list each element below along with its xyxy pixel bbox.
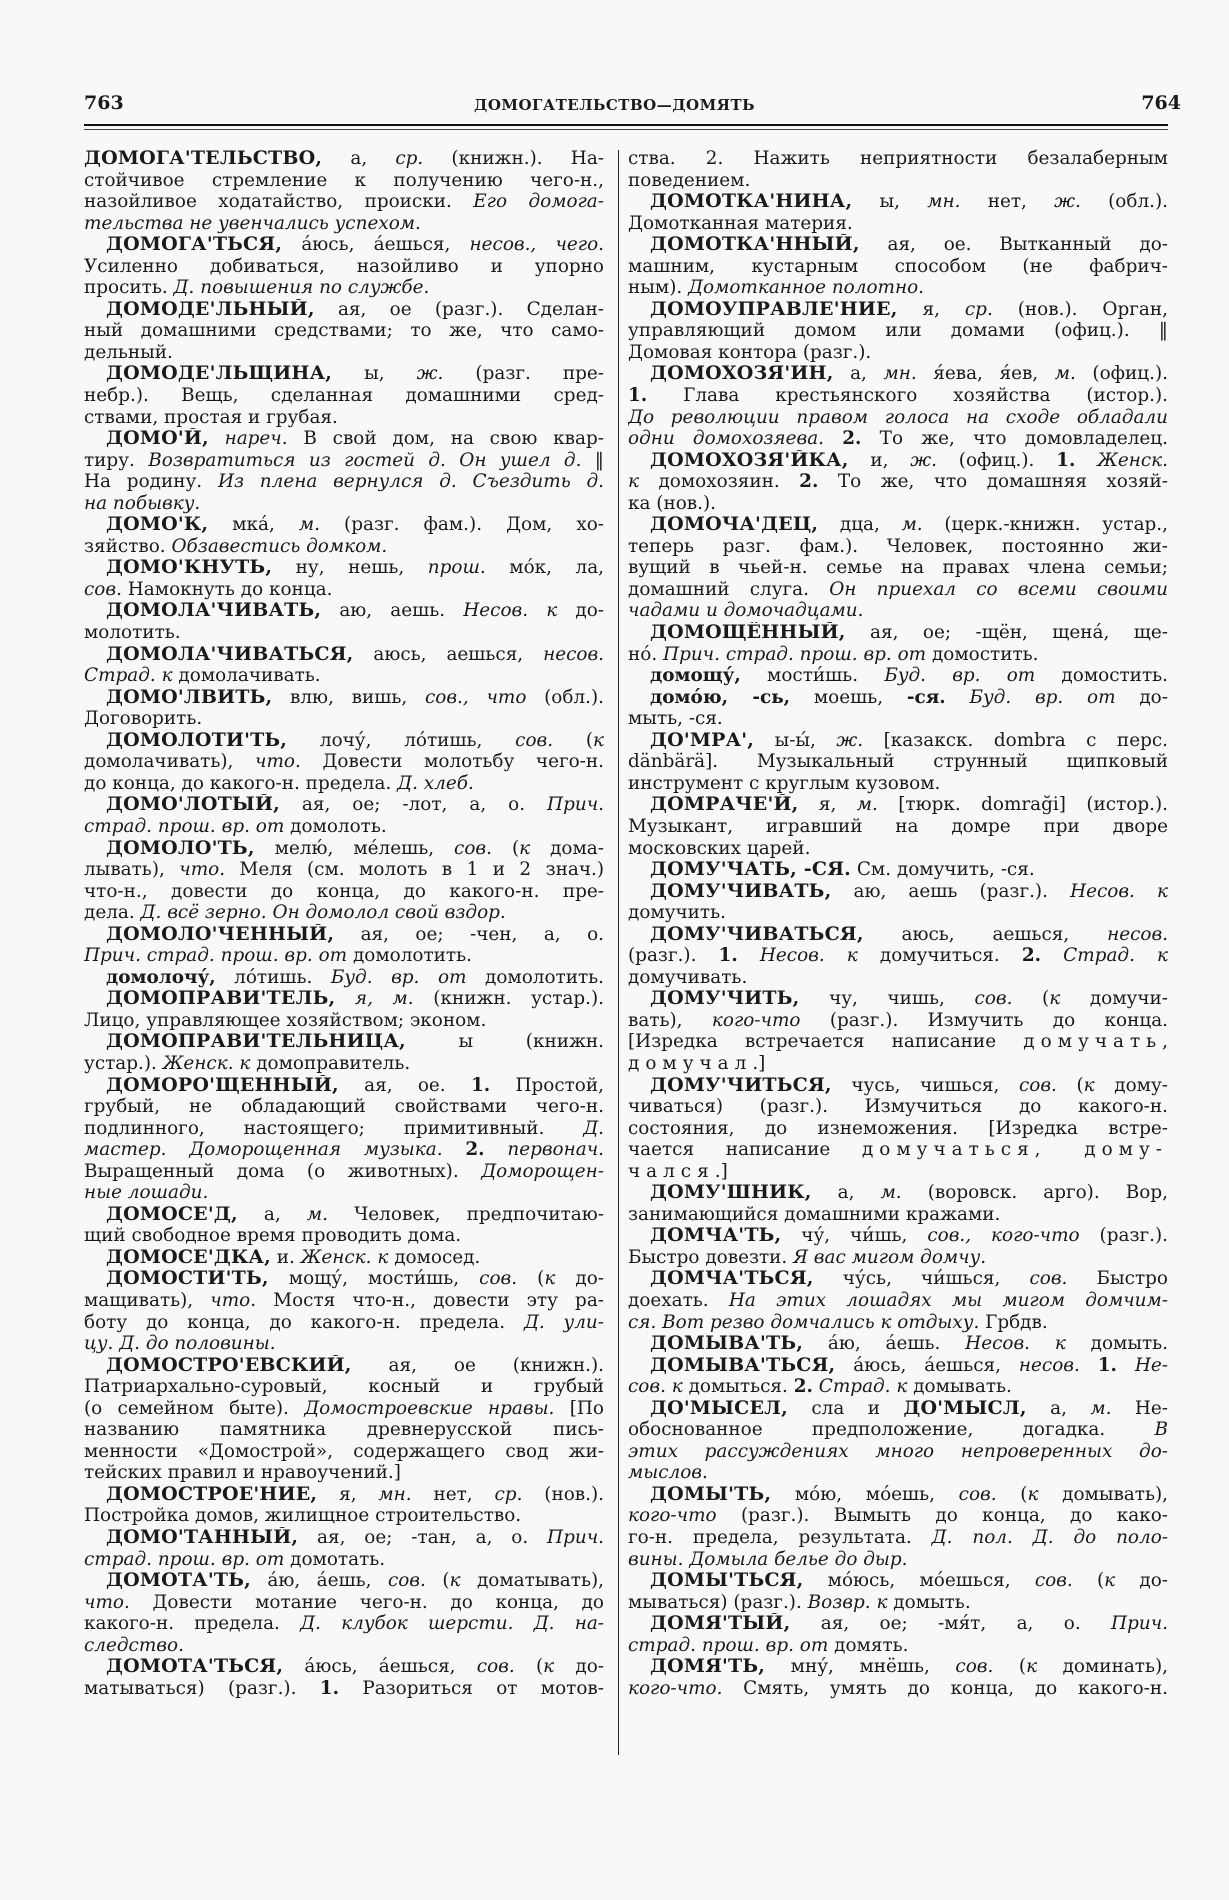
dictionary-line: этих рассуждениях много непроверенных до- xyxy=(628,1440,1168,1462)
headword: ДОМОТА'ТЬ, xyxy=(106,1570,251,1592)
dictionary-line: ДОМОТА'ТЬСЯ, а́юсь, а́ешься, сов. (к до- xyxy=(106,1656,604,1678)
dictionary-line: просить. Д. повышения по службе. xyxy=(84,277,430,299)
dictionary-line: состояния, до изнеможения. [Изредка встре- xyxy=(628,1117,1168,1139)
headword: ДОМОТА'ТЬСЯ, xyxy=(106,1656,284,1678)
page-header xyxy=(0,92,1229,122)
dictionary-line: ДОМЫ'ТЬСЯ, мо́юсь, мо́ешься, сов. (к до- xyxy=(650,1570,1168,1592)
dictionary-line: ДОМОЛА'ЧИВАТЬСЯ, аюсь, аешься, несов. xyxy=(106,643,604,665)
headword: ДОМРАЧЕ'Й, xyxy=(650,794,799,816)
dictionary-line: чиваться) (разг.). Измучиться до какого-н. xyxy=(628,1096,1168,1118)
dictionary-line: до конца, до какого-н. предела. Д. хлеб. xyxy=(84,772,474,794)
dictionary-line: названию памятника древнерусской пись- xyxy=(84,1419,604,1441)
dictionary-line: поведением. xyxy=(628,169,751,191)
dictionary-line: лывать), что. Меля (см. молоть в 1 и 2 знач.) xyxy=(84,859,604,881)
dictionary-line: ДОМОЛО'ЧЕННЫЙ, ая, ое; -чен, а, о. xyxy=(106,923,604,945)
dictionary-line: стойчивое стремление к получению чего-н., xyxy=(84,169,604,191)
headword: ДОМОЩЁННЫЙ, xyxy=(650,622,846,644)
dictionary-line: ствами, простая и грубая. xyxy=(84,406,338,428)
dictionary-line: ДОМОСЕ'Д, а, м. Человек, предпочитаю- xyxy=(106,1203,604,1225)
headword: ДОМЯ'ТЫЙ, xyxy=(650,1613,791,1635)
dictionary-line: ДОМО'ЛВИТЬ, влю, вишь, сов., что (обл.). xyxy=(106,686,604,708)
headword: ДОМОСЕ'ДКА, xyxy=(106,1246,271,1268)
dictionary-line: ДОМОЧА'ДЕЦ, дца, м. (церк.-книжн. устар., xyxy=(650,514,1168,536)
headword: ДОМОДЕ'ЛЬНЫЙ, xyxy=(106,298,315,320)
dictionary-line: машним, кустарным способом (не фабрич- xyxy=(628,255,1168,277)
dictionary-line: инструмент с круглым кузовом. xyxy=(628,772,941,794)
headword: ДОМОРО'ЩЕННЫЙ, xyxy=(106,1074,339,1096)
headword: ДОМО'Й, xyxy=(106,428,209,450)
dictionary-line: Быстро довезти. Я вас мигом домчу. xyxy=(628,1246,987,1268)
dictionary-line: зяйство. Обзавестись домком. xyxy=(84,535,388,557)
dictionary-line: теперь разг. фам.). Человек, постоянно жи- xyxy=(628,535,1168,557)
dictionary-line: мыслов. xyxy=(628,1462,708,1484)
dictionary-line: ДОМОДЕ'ЛЬЩИНА, ы, ж. (разг. пре- xyxy=(106,363,604,385)
headword: ДОМЫ'ТЬ, xyxy=(650,1483,772,1505)
dictionary-line: домучивать. xyxy=(628,966,748,988)
left-column xyxy=(84,148,604,1699)
dictionary-line: кого-что. Смять, умять до конца, до какого-н. xyxy=(628,1677,1168,1699)
dictionary-line: ДОМЧА'ТЬСЯ, чу́сь, чи́шься, сов. Быстро xyxy=(650,1268,1168,1290)
dictionary-line: До революции правом голоса на сходе обладали xyxy=(628,406,1168,428)
dictionary-line: Выращенный дома (о животных). Доморощен- xyxy=(84,1160,604,1182)
dictionary-line: дельный. xyxy=(84,341,173,363)
headword: ДОМУ'ЧИВАТЬ, xyxy=(650,880,832,902)
headword: ДОМУ'ШНИК, xyxy=(650,1182,812,1204)
dictionary-line: домучить. xyxy=(628,902,726,924)
headword: ДОМОХОЗЯ'ИН, xyxy=(650,363,834,385)
dictionary-line: ный домашними средствами; то же, что само- xyxy=(84,320,604,342)
dictionary-line: обоснованное предположение, догадка. В xyxy=(628,1419,1168,1441)
headword: ДО'МРА', xyxy=(650,729,755,751)
headword: ДОМОГА'ТЬСЯ, xyxy=(106,234,283,256)
dictionary-line: ДОМУ'ЧАТЬ, -СЯ. См. домучить, -ся. xyxy=(650,859,1035,881)
headword: ДОМО'КНУТЬ, xyxy=(106,557,273,579)
dictionary-line: щий свободное время проводить дома. xyxy=(84,1225,462,1247)
dictionary-line: ДОМЧА'ТЬ, чу́, чи́шь, сов., кого-что (разг.). xyxy=(650,1225,1168,1247)
headword: ДОМОХОЗЯ'ЙКА, xyxy=(650,449,849,471)
headword: ДОМУ'ЧАТЬ, -СЯ. xyxy=(650,859,851,881)
dictionary-line: ДОМОПРАВИ'ТЕЛЬ, я, м. (книжн. устар.). xyxy=(106,988,604,1010)
dictionary-line: назойливое ходатайство, происки. Его домога- xyxy=(84,191,604,213)
dictionary-line: домолочу́, ло́тишь. Буд. вр. от домолотить. xyxy=(106,966,604,988)
dictionary-line: доехать. На этих лошадях мы мигом домчим- xyxy=(628,1289,1168,1311)
dictionary-line: мываться) (разг.). Возвр. к домыть. xyxy=(628,1591,971,1613)
dictionary-line: ДОМО'КНУТЬ, ну, нешь, прош. мо́к, ла, xyxy=(106,557,604,579)
dictionary-line: ДОМОТА'ТЬ, а́ю, а́ешь, сов. (к доматывать), xyxy=(106,1570,604,1592)
dictionary-line: ДОМОХОЗЯ'ИН, а, мн. я́ева, я́ев, м. (офиц.). xyxy=(650,363,1168,385)
dictionary-line: тельства не увенчались успехом. xyxy=(84,212,421,234)
dictionary-line: тиру. Возвратиться из гостей д. Он ушел д. ‖ xyxy=(84,449,604,471)
dictionary-line: московских царей. xyxy=(628,837,811,859)
dictionary-line: ся. Вот резво домчались к отдыху. Грбдв. xyxy=(628,1311,1048,1333)
headword: ДОМО'К, xyxy=(106,514,209,536)
dictionary-line: ДО'МЫСЕЛ, сла и ДО'МЫСЛ, а, м. Не- xyxy=(650,1397,1168,1419)
dictionary-line: ДОМОТКА'ННЫЙ, ая, ое. Вытканный до- xyxy=(650,234,1168,256)
dictionary-line: ДОМЫВА'ТЬ, а́ю, а́ешь. Несов. к домыть. xyxy=(650,1333,1168,1355)
headword: ДОМОСТИ'ТЬ, xyxy=(106,1268,269,1290)
dictionary-line: домашний слуга. Он приехал со всеми своими xyxy=(628,578,1168,600)
dictionary-line: ДОМОХОЗЯ'ЙКА, и, ж. (офиц.). 1. Женск. xyxy=(650,449,1168,471)
dictionary-line: (разг.). 1. Несов. к домучиться. 2. Страд. к xyxy=(628,945,1168,967)
dictionary-line: мастер. Доморощенная музыка. 2. первонач. xyxy=(84,1139,604,1161)
dictionary-line: подлинного, настоящего; примитивный. Д. xyxy=(84,1117,604,1139)
dictionary-line: Постройка домов, жилищное строительство. xyxy=(84,1505,522,1527)
column-divider xyxy=(618,150,619,1755)
dictionary-line: чадами и домочадцами. xyxy=(628,600,864,622)
headword: ДОМОГА'ТЕЛЬСТВО, xyxy=(84,148,323,169)
dictionary-line: вущий в чьей-н. семье на правах члена семьи; xyxy=(628,557,1168,579)
dictionary-line: вать), кого-что (разг.). Измучить до конца. xyxy=(628,1009,1168,1031)
header-rule xyxy=(84,124,1168,130)
dictionary-line: ДОМОСТРО'ЕВСКИЙ, ая, ое (книжн.). xyxy=(106,1354,604,1376)
dictionary-line: следство. xyxy=(84,1634,184,1656)
headword: ДОМОЛОТИ'ТЬ, xyxy=(106,729,288,751)
dictionary-line: мыть, -ся. xyxy=(628,708,723,730)
dictionary-line: ДОМО'ТАННЫЙ, ая, ое; -тан, а, о. Прич. xyxy=(106,1527,604,1548)
headword: ДОМУ'ЧИТЬ, xyxy=(650,988,800,1010)
dictionary-line: чается написание домучаться, дому- xyxy=(628,1139,1168,1161)
dictionary-line: ДОМОГА'ТЬСЯ, а́юсь, а́ешься, несов., чего. xyxy=(106,234,604,256)
dictionary-line: домощу́, мости́шь. Буд. вр. от домостить. xyxy=(650,665,1168,687)
dictionary-line: dänbärä]. Музыкальный струнный щипковый xyxy=(628,751,1168,773)
dictionary-line: небр.). Вещь, сделанная домашними сред- xyxy=(84,385,604,407)
dictionary-line: ДОМУ'ЧИВАТЬ, аю, аешь (разг.). Несов. к xyxy=(650,880,1168,902)
headword: ДОМОЛО'ТЬ, xyxy=(106,837,255,859)
dictionary-line: к домохозяин. 2. То же, что домашняя хозяй- xyxy=(628,471,1168,493)
dictionary-line: страд. прош. вр. от домять. xyxy=(628,1634,909,1656)
headword: ДОМЧА'ТЬ, xyxy=(650,1225,782,1247)
dictionary-line: страд. прош. вр. от домотать. xyxy=(84,1548,386,1570)
dictionary-line: Прич. страд. прош. вр. от домолотить. xyxy=(84,945,472,967)
dictionary-line: Договорить. xyxy=(84,708,203,730)
headword: ДОМО'ЛОТЫЙ, xyxy=(106,794,280,816)
dictionary-line: ДОМУ'ЧИВАТЬСЯ, аюсь, аешься, несов. xyxy=(650,923,1168,945)
headword: ДОМУ'ЧИВАТЬСЯ, xyxy=(650,923,864,945)
dictionary-line: ДОМЯ'ТЫЙ, ая, ое; -мя́т, а, о. Прич. xyxy=(650,1613,1168,1635)
dictionary-line: ДОМО'ЛОТЫЙ, ая, ое; -лот, а, о. Прич. xyxy=(106,794,604,816)
dictionary-line: молотить. xyxy=(84,622,181,644)
headword: ДОМОПРАВИ'ТЕЛЬНИЦА, xyxy=(106,1031,406,1053)
dictionary-line: матываться) (разг.). 1. Разориться от мотов- xyxy=(84,1677,604,1699)
dictionary-line: ства. 2. Нажить неприятности безалаберным xyxy=(628,148,1168,169)
dictionary-line: тейских правил и нравоучений.] xyxy=(84,1462,401,1484)
headword: ДОМЧА'ТЬСЯ, xyxy=(650,1268,814,1290)
dictionary-line: На родину. Из плена вернулся д. Съездить д. xyxy=(84,471,604,493)
headword: ДОМОСЕ'Д, xyxy=(106,1203,238,1225)
dictionary-line: Музыкант, игравший на домре при дворе xyxy=(628,815,1168,837)
dictionary-line: го-н. предела, результата. Д. пол. Д. до поло- xyxy=(628,1527,1168,1548)
dictionary-line: домо́ю, -сь, моешь, -ся. Буд. вр. от до- xyxy=(650,686,1168,708)
dictionary-line: ДОМЫ'ТЬ, мо́ю, мо́ешь, сов. (к домывать), xyxy=(650,1483,1168,1505)
dictionary-line: сов. Намокнуть до конца. xyxy=(84,578,333,600)
dictionary-line: ДО'МРА', ы-ы́, ж. [казакск. dombra с перс. xyxy=(650,729,1168,751)
headword: ДО'МЫСЕЛ, xyxy=(650,1397,788,1419)
dictionary-line: боту до конца, до какого-н. предела. Д. ули- xyxy=(84,1311,604,1333)
dictionary-line: что-н., довести до конца, до какого-н. пре- xyxy=(84,880,604,902)
dictionary-line: ДОМЯ'ТЬ, мну́, мнёшь, сов. (к доминать), xyxy=(650,1656,1168,1678)
dictionary-line: Домотканная материя. xyxy=(628,212,853,234)
dictionary-line: [Изредка встречается написание домучать, xyxy=(628,1031,1168,1053)
dictionary-line: кого-что (разг.). Вымыть до конца, до како- xyxy=(628,1505,1168,1527)
dictionary-line: вины. Домыла белье до дыр. xyxy=(628,1548,908,1570)
dictionary-line: одни домохозяева. 2. То же, что домовладелец. xyxy=(628,428,1168,450)
dictionary-line: дела. Д. всё зерно. Он домолол свой вздор. xyxy=(84,902,506,924)
dictionary-line: чался.] xyxy=(628,1160,728,1182)
headword: ДОМУ'ЧИТЬСЯ, xyxy=(650,1074,832,1096)
dictionary-line: что. Довести мотание чего-н. до конца, до xyxy=(84,1591,604,1613)
dictionary-line: ДОМОДЕ'ЛЬНЫЙ, ая, ое (разг.). Сделан- xyxy=(106,298,604,320)
headword: ДОМО'ЛВИТЬ, xyxy=(106,686,273,708)
running-title: ДОМОГАТЕЛЬСТВО—ДОМЯТЬ xyxy=(473,96,755,114)
headword: ДОМЫВА'ТЬ, xyxy=(650,1333,804,1355)
headword: ДО'МЫСЛ, xyxy=(903,1397,1027,1419)
dictionary-line: ДОМОСЕ'ДКА, и. Женск. к домосед. xyxy=(106,1246,481,1268)
dictionary-line: 1. Глава крестьянского хозяйства (истор.). xyxy=(628,385,1168,407)
headword: ДОМОЛА'ЧИВАТЬ, xyxy=(106,600,322,622)
page-number-right: 764 xyxy=(1141,92,1181,114)
dictionary-line: ДОМОСТРОЕ'НИЕ, я, мн. нет, ср. (нов.). xyxy=(106,1483,604,1505)
dictionary-line: сов. к домыться. 2. Страд. к домывать. xyxy=(628,1376,1012,1398)
dictionary-line: ДОМОРО'ЩЕННЫЙ, ая, ое. 1. Простой, xyxy=(106,1074,604,1096)
dictionary-line: страд. прош. вр. от домолоть. xyxy=(84,815,387,837)
dictionary-line: Лицо, управляющее хозяйством; эконом. xyxy=(84,1009,487,1031)
dictionary-line: ДОМОТКА'НИНА, ы, мн. нет, ж. (обл.). xyxy=(650,191,1168,213)
dictionary-line: ДОМО'Й, нареч. В свой дом, на свою квар- xyxy=(106,428,604,450)
dictionary-line: ным). Домотканное полотно. xyxy=(628,277,925,299)
dictionary-line: Страд. к домолачивать. xyxy=(84,665,321,687)
dictionary-line: ДОМОЛА'ЧИВАТЬ, аю, аешь. Несов. к до- xyxy=(106,600,604,622)
dictionary-line: ДОМОЩЁННЫЙ, ая, ое; -щён, щена́, ще- xyxy=(650,622,1168,644)
dictionary-line: управляющий домом или домами (офиц.). ‖ xyxy=(628,320,1168,342)
dictionary-line: Домовая контора (разг.). xyxy=(628,341,872,363)
headword: ДОМОЛА'ЧИВАТЬСЯ, xyxy=(106,643,354,665)
right-column xyxy=(628,148,1168,1699)
headword: ДОМОПРАВИ'ТЕЛЬ, xyxy=(106,988,336,1010)
dictionary-line: ка (нов.). xyxy=(628,492,717,514)
page-number-left: 763 xyxy=(84,92,124,114)
dictionary-line: мащивать), что. Мостя что-н., довести эту ра- xyxy=(84,1289,604,1311)
headword: ДОМОЛО'ЧЕННЫЙ, xyxy=(106,923,335,945)
headword: ДОМОСТРОЕ'НИЕ, xyxy=(106,1483,318,1505)
headword: ДОМОТКА'НИНА, xyxy=(650,191,853,213)
dictionary-line: ДОМОЛО'ТЬ, мелю́, ме́лешь, сов. (к дома- xyxy=(106,837,604,859)
dictionary-line: на побывку. xyxy=(84,492,201,514)
dictionary-line: ДОМРАЧЕ'Й, я, м. [тюрк. domraği] (истор.). xyxy=(650,794,1168,816)
dictionary-line: ДОМОЛОТИ'ТЬ, лочу́, ло́тишь, сов. (к xyxy=(106,729,604,751)
headword: ДОМЫВА'ТЬСЯ, xyxy=(650,1354,836,1376)
dictionary-line: но́. Прич. страд. прош. вр. от домостить. xyxy=(628,643,1039,665)
headword: ДОМЫ'ТЬСЯ, xyxy=(650,1570,804,1592)
dictionary-line: ДОМО'К, мка́, м. (разг. фам.). Дом, хо- xyxy=(106,514,604,536)
headword: ДОМОСТРО'ЕВСКИЙ, xyxy=(106,1354,352,1376)
dictionary-line: домолачивать), что. Довести молотьбу чего-н. xyxy=(84,751,604,773)
dictionary-line: менности «Домострой», содержащего свод жи- xyxy=(84,1440,604,1462)
dictionary-line: устар.). Женск. к домоправитель. xyxy=(84,1052,411,1074)
dictionary-line: ДОМОПРАВИ'ТЕЛЬНИЦА, ы (книжн. xyxy=(106,1031,604,1053)
dictionary-line: какого-н. предела. Д. клубок шерсти. Д. на- xyxy=(84,1613,604,1635)
dictionary-line: ДОМУ'ШНИК, а, м. (воровск. арго). Вор, xyxy=(650,1182,1168,1204)
dictionary-line: Усиленно добиваться, назойливо и упорно xyxy=(84,255,604,277)
dictionary-line: Патриархально-суровый, косный и грубый xyxy=(84,1376,604,1398)
headword: ДОМОДЕ'ЛЬЩИНА, xyxy=(106,363,333,385)
dictionary-line: ДОМОСТИ'ТЬ, мощу́, мости́шь, сов. (к до- xyxy=(106,1268,604,1290)
dictionary-line: занимающийся домашними кражами. xyxy=(628,1203,1001,1225)
dictionary-line: грубый, не обладающий свойствами чего-н. xyxy=(84,1096,604,1118)
dictionary-line: домучал.] xyxy=(628,1052,766,1074)
headword: ДОМОУПРАВЛЕ'НИЕ, xyxy=(650,298,898,320)
dictionary-line: ДОМУ'ЧИТЬ, чу, чишь, сов. (к домучи- xyxy=(650,988,1168,1010)
dictionary-line: (о семейном быте). Домостроевские нравы. [По xyxy=(84,1397,604,1419)
headword: ДОМОТКА'ННЫЙ, xyxy=(650,234,860,256)
dictionary-line: ДОМУ'ЧИТЬСЯ, чусь, чишься, сов. (к дому- xyxy=(650,1074,1168,1096)
dictionary-line: ДОМОУПРАВЛЕ'НИЕ, я, ср. (нов.). Орган, xyxy=(650,298,1168,320)
headword: ДОМО'ТАННЫЙ, xyxy=(106,1527,299,1548)
dictionary-line: цу. Д. до половины. xyxy=(84,1333,276,1355)
dictionary-line: ДОМОГА'ТЕЛЬСТВО, а, ср. (книжн.). На- xyxy=(84,148,604,169)
headword: ДОМОЧА'ДЕЦ, xyxy=(650,514,819,536)
headword: ДОМЯ'ТЬ, xyxy=(650,1656,766,1678)
dictionary-line: ные лошади. xyxy=(84,1182,209,1204)
dictionary-line: ДОМЫВА'ТЬСЯ, а́юсь, а́ешься, несов. 1. Не- xyxy=(650,1354,1168,1376)
